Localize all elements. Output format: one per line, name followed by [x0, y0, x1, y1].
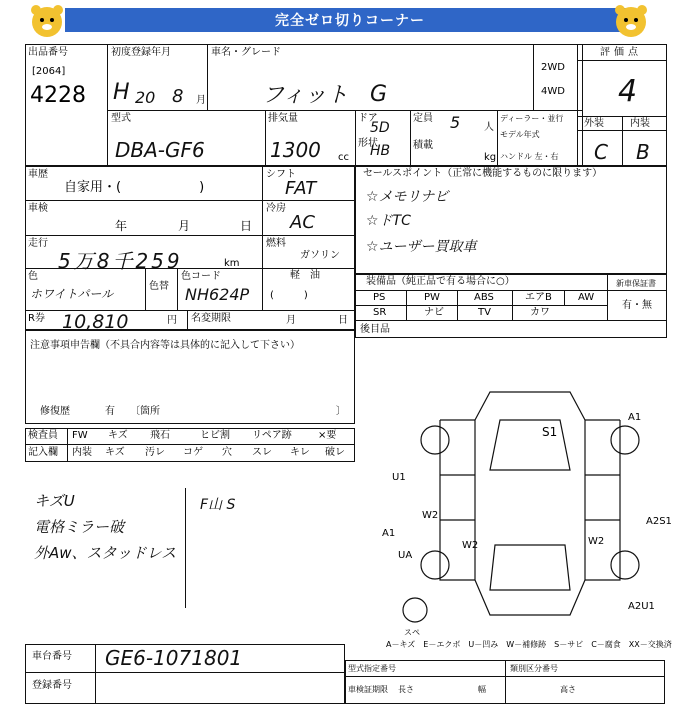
sales-point: ☆メモリナビ — [366, 189, 449, 205]
repair-detail: 〔箇所 — [130, 406, 160, 417]
use-value: 自家用・( ) — [64, 180, 205, 195]
inspector-item: リペア跡 — [252, 430, 292, 441]
damage-mark: A1 — [382, 528, 396, 539]
tax-label: 名変期限 — [191, 313, 231, 324]
score-label: 評価点 — [600, 47, 642, 58]
remark-right: F山 S — [200, 497, 236, 513]
first-reg-year: 20 — [135, 88, 156, 107]
sales-point: ☆ユーザー買取車 — [366, 239, 477, 255]
inspector-item: ×要 — [318, 430, 337, 441]
repair-value: 有 — [105, 406, 115, 417]
equipment-item: PW — [424, 292, 440, 303]
warranty-value: 有・無 — [622, 300, 652, 311]
inspector-item: ヒビ割 — [200, 430, 230, 441]
equipment-item: PS — [373, 292, 386, 303]
color-change-label: 色替 — [149, 281, 169, 292]
displacement-value: 1300 — [270, 138, 321, 162]
first-reg-month: 8 — [172, 86, 184, 107]
shape-label: 形状 — [358, 138, 378, 149]
inspector-item: FW — [72, 430, 88, 441]
chassis-value: GE6-1071801 — [105, 646, 243, 670]
load-unit: kg — [484, 152, 497, 163]
equipment-item: エアB — [525, 292, 552, 303]
chassis-label: 車台番号 — [32, 651, 72, 662]
mileage-label: 走行 — [28, 238, 48, 249]
shift-label: シフト — [266, 169, 296, 180]
damage-mark: W2 — [588, 536, 605, 547]
remark-line: キズU — [34, 492, 75, 510]
damage-mark: スペ — [404, 628, 420, 637]
first-reg-label: 初度登録年月 — [111, 47, 171, 58]
model-value: DBA-GF6 — [115, 138, 205, 162]
drive-4wd: 4WD — [541, 86, 565, 97]
capacity-unit: 人 — [484, 122, 494, 133]
score-int-label: 内装 — [630, 118, 650, 129]
remark-line: 外Aw、スタッドレス — [34, 544, 177, 562]
lot-number: 4228 — [30, 83, 86, 108]
first-reg-era: H — [113, 80, 130, 105]
handle-label: ハンドル 左・右 — [500, 152, 559, 161]
inspection-year: 年 — [115, 219, 128, 233]
score-ext-label: 外装 — [584, 118, 604, 129]
damage-mark: A2S1 — [646, 516, 672, 527]
inspector-item: キズ — [108, 430, 128, 441]
inspector-item: 汚レ — [145, 447, 165, 458]
inspector-item: キレ — [290, 447, 310, 458]
score-ext: C — [594, 140, 608, 164]
height-label: 高さ — [560, 685, 576, 694]
inspector-item: キズ — [105, 447, 125, 458]
use-label: 車歴 — [28, 169, 48, 180]
car-grade: G — [370, 82, 388, 107]
remark-line: 電格ミラー破 — [34, 518, 125, 536]
damage-mark: U1 — [392, 472, 406, 483]
color-code-label: 色コード — [181, 271, 221, 282]
sales-point: ☆ドTC — [366, 213, 411, 229]
inspection-day: 日 — [240, 219, 253, 233]
registration-label: 登録番号 — [32, 680, 72, 691]
score-value: 4 — [618, 74, 638, 109]
aircon-label: 冷房 — [266, 203, 286, 214]
displacement-label: 排気量 — [268, 113, 298, 124]
inspector-item: 破レ — [325, 447, 345, 458]
header-title: 完全ゼロ切りコーナー — [65, 8, 635, 32]
sales-label: セールスポイント（正常に機能するものに限ります） — [363, 168, 603, 179]
first-reg-month-suffix: 月 — [196, 95, 206, 106]
car-label: 車名・グレード — [211, 47, 281, 58]
shape-value: HB — [370, 143, 391, 159]
inspector-item: 穴 — [222, 447, 232, 458]
capacity-label: 定員 — [413, 113, 433, 124]
fuel-petrol: ガソリン — [300, 250, 340, 261]
doors-value: 5D — [370, 120, 390, 136]
drive-2wd: 2WD — [541, 62, 565, 73]
exp-label: 車検証期限 — [348, 685, 388, 694]
mileage-value: 5万8千259 — [58, 249, 183, 273]
type-label: 型式指定番号 — [348, 664, 396, 673]
car-name: フィット — [262, 83, 349, 108]
damage-mark: W2 — [462, 540, 479, 551]
mileage-unit: km — [224, 258, 240, 269]
equipment-item: カワ — [530, 307, 550, 318]
equipment-item: ナビ — [424, 307, 444, 318]
inspector-label: 検査員 — [28, 430, 58, 441]
model-year-label: モデル年式 — [500, 130, 540, 139]
notes-label: 注意事項申告欄（不具合内容等は具体的に記入して下さい） — [30, 340, 300, 351]
equipment-label: 装備品（純正品で有る場合に○） — [366, 276, 515, 287]
lot-session: [2064] — [32, 66, 66, 77]
aircon-value: AC — [290, 212, 315, 233]
inspector-item: 内装 — [72, 447, 92, 458]
equipment-item: ABS — [474, 292, 494, 303]
damage-mark: UA — [398, 550, 413, 561]
tax-month: 月 — [286, 315, 296, 326]
rear-seat-label: 後目品 — [360, 324, 390, 335]
inspector-item: コゲ — [183, 447, 203, 458]
inspector-item: スレ — [252, 447, 272, 458]
class-label: 類別区分番号 — [510, 664, 558, 673]
displacement-unit: cc — [338, 152, 349, 163]
equipment-item: SR — [373, 307, 387, 318]
fuel-other: ( ) — [270, 290, 308, 301]
dealer-label: ディーラー・並行 — [500, 114, 564, 123]
diagram-legend: A－キズ E－エクボ U－凹み W－補修跡 S－サビ C－腐食 XX－交換済 — [386, 640, 672, 649]
capacity-value: 5 — [450, 113, 461, 132]
doors-label: ドア — [358, 113, 378, 124]
damage-mark: A1 — [628, 412, 642, 423]
inspector-item: 飛石 — [150, 430, 170, 441]
color-label: 色 — [28, 271, 38, 282]
score-int: B — [636, 140, 650, 164]
recycle-label: R券 — [28, 313, 45, 324]
repair-close: 〕 — [336, 406, 346, 417]
fuel-diesel: 軽 油 — [290, 270, 320, 281]
color-value: ホワイトパール — [30, 287, 114, 301]
damage-mark: W2 — [422, 510, 439, 521]
load-label: 積載 — [413, 140, 433, 151]
model-label: 型式 — [111, 113, 131, 124]
width-label: 幅 — [478, 685, 486, 694]
color-code: NH624P — [185, 285, 250, 304]
damage-mark: A2U1 — [628, 601, 655, 612]
equipment-item: AW — [578, 292, 595, 303]
inspection-month: 月 — [178, 219, 191, 233]
tax-day: 日 — [338, 315, 348, 326]
warranty-label: 新車保証書 — [616, 279, 656, 288]
shift-value: FAT — [285, 178, 317, 199]
length-label: 長さ — [398, 685, 414, 694]
inspection-label: 車検 — [28, 203, 48, 214]
repair-label: 修復歴 — [40, 406, 70, 417]
inspector-label: 記入欄 — [28, 447, 58, 458]
lot-label: 出品番号 — [28, 47, 68, 58]
recycle-unit: 円 — [167, 315, 177, 326]
fuel-label: 燃料 — [266, 238, 286, 249]
recycle-value: 10,810 — [62, 311, 129, 333]
damage-mark: S1 — [542, 425, 558, 439]
equipment-item: TV — [478, 307, 491, 318]
